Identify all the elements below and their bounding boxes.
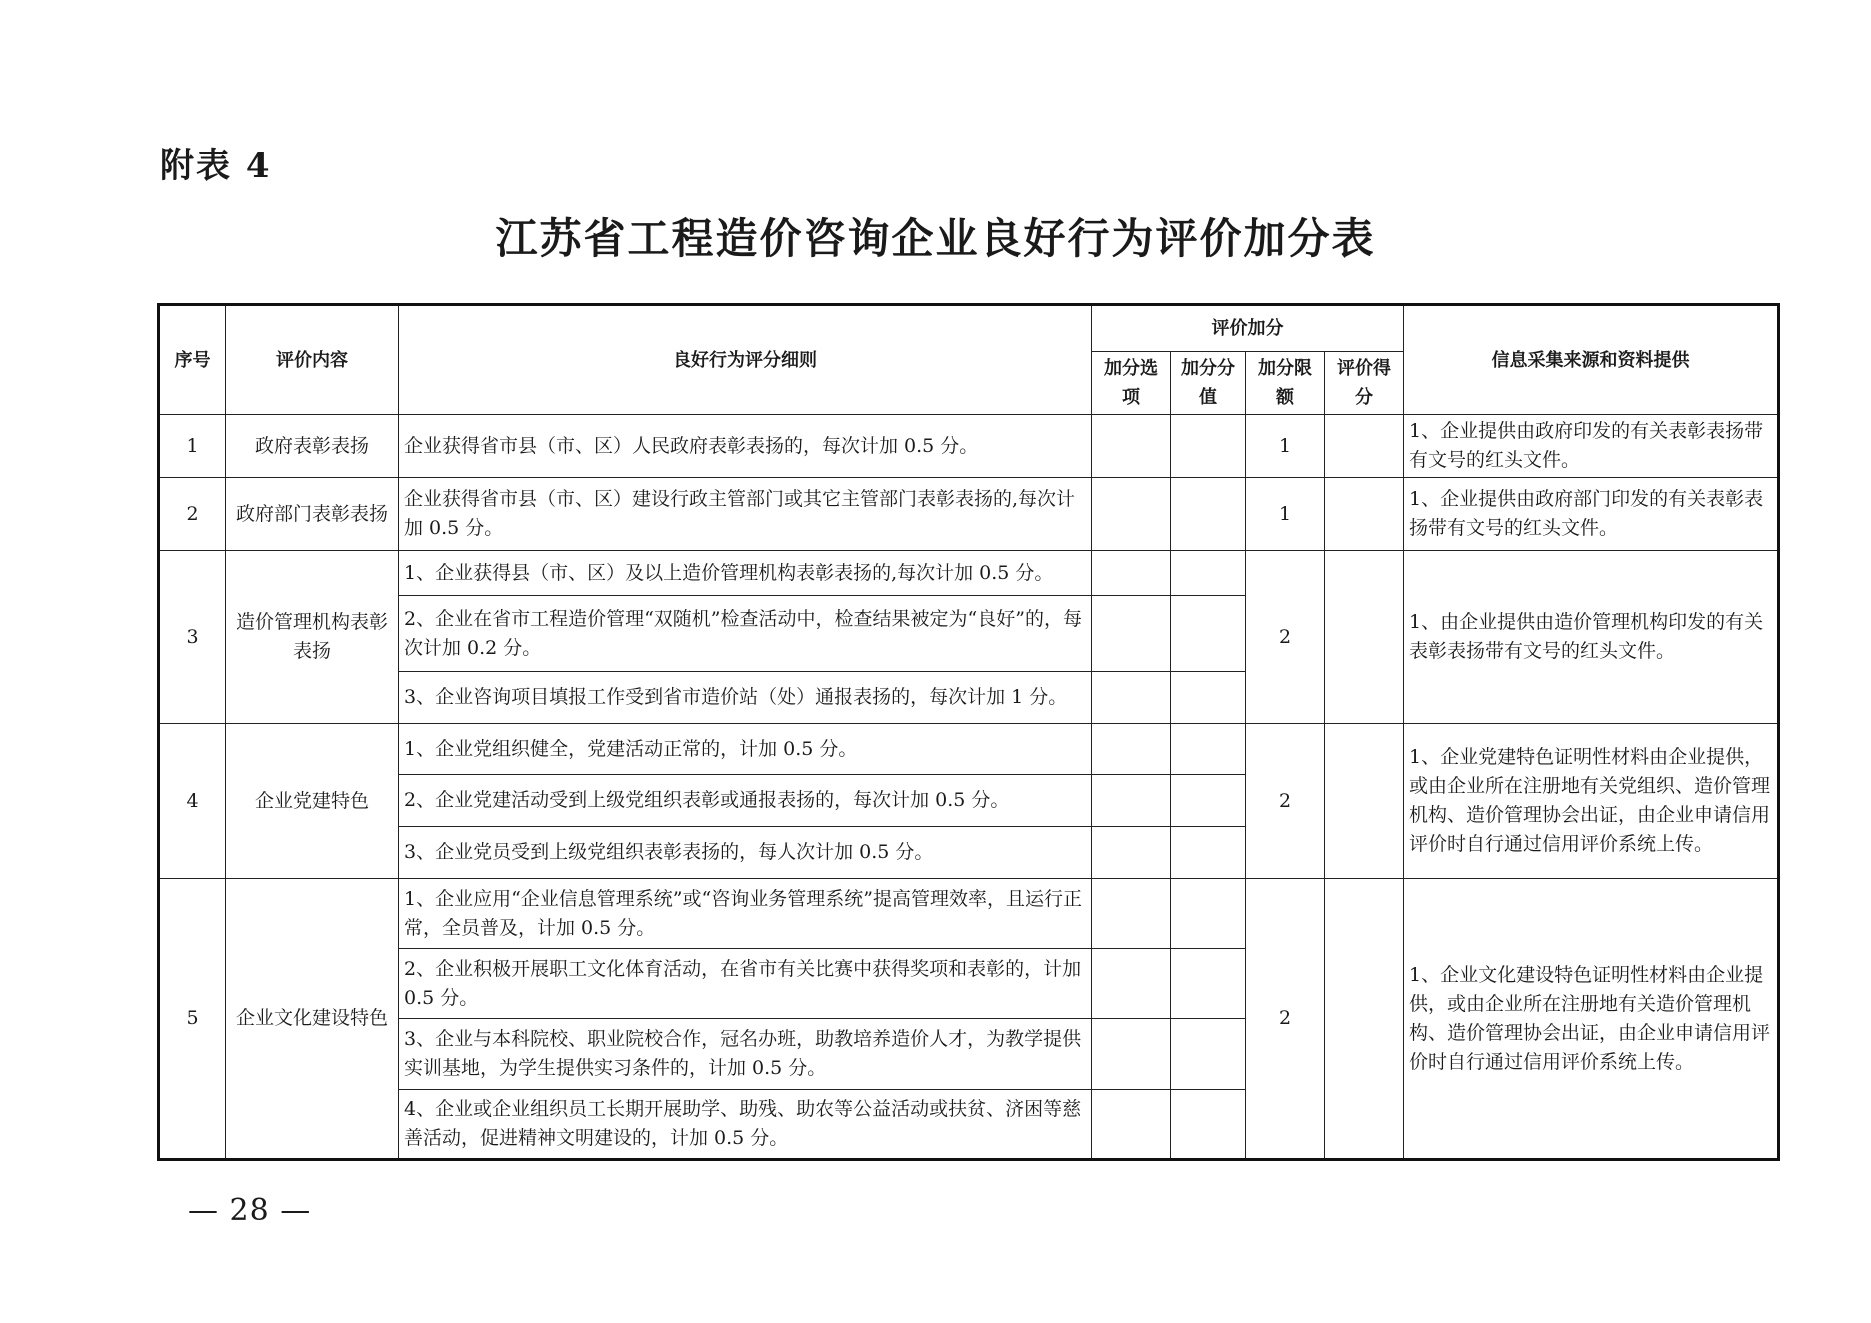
bonus-limit-cell: 2	[1246, 551, 1325, 724]
appendix-label: 附表 4	[160, 146, 272, 186]
row-source: 1、企业提供由政府部门印发的有关表彰表扬带有文号的红头文件。	[1404, 478, 1779, 551]
table-row	[159, 879, 1779, 949]
bonus-option-cell	[1092, 775, 1171, 827]
header-rules: 良好行为评分细则	[399, 305, 1092, 415]
bonus-value-cell	[1171, 879, 1246, 949]
header-content: 评价内容	[226, 305, 399, 415]
bonus-option-cell	[1092, 879, 1171, 949]
bonus-option-cell	[1092, 596, 1171, 672]
bonus-value-cell	[1171, 672, 1246, 724]
bonus-option-cell	[1092, 478, 1171, 551]
bonus-option-cell	[1092, 724, 1171, 775]
row-seq: 5	[159, 879, 226, 1160]
bonus-option-cell	[1092, 551, 1171, 596]
row-source: 1、企业文化建设特色证明性材料由企业提供，或由企业所在注册地有关造价管理机构、造价管理协会出证，由企业申请信用评价时自行通过信用评价系统上传。	[1404, 879, 1779, 1160]
table-row	[159, 478, 1779, 551]
row-seq: 4	[159, 724, 226, 879]
bonus-option-cell	[1092, 827, 1171, 879]
score-cell	[1325, 724, 1404, 879]
header-bonus-value: 加分分值	[1171, 352, 1246, 415]
evaluation-table	[157, 303, 1780, 1161]
bonus-value-cell	[1171, 415, 1246, 478]
row-rule: 企业获得省市县（市、区）人民政府表彰表扬的，每次计加 0.5 分。	[399, 415, 1092, 478]
row-content: 企业党建特色	[226, 724, 399, 879]
bonus-option-cell	[1092, 1090, 1171, 1160]
header-seq: 序号	[159, 305, 226, 415]
score-cell	[1325, 879, 1404, 1160]
document-title: 江苏省工程造价咨询企业良好行为评价加分表	[495, 214, 1376, 263]
header-score: 评价得分	[1325, 352, 1404, 415]
bonus-value-cell	[1171, 478, 1246, 551]
row-rule: 2、企业党建活动受到上级党组织表彰或通报表扬的，每次计加 0.5 分。	[399, 775, 1092, 827]
row-rule: 1、企业党组织健全，党建活动正常的，计加 0.5 分。	[399, 724, 1092, 775]
row-seq: 3	[159, 551, 226, 724]
header-bonus-option: 加分选项	[1092, 352, 1171, 415]
bonus-value-cell	[1171, 1090, 1246, 1160]
row-rule: 2、企业积极开展职工文化体育活动，在省市有关比赛中获得奖项和表彰的，计加 0.5 分。	[399, 949, 1092, 1019]
bonus-value-cell	[1171, 551, 1246, 596]
score-cell	[1325, 551, 1404, 724]
bonus-option-cell	[1092, 949, 1171, 1019]
header-bonus-limit: 加分限额	[1246, 352, 1325, 415]
bonus-value-cell	[1171, 724, 1246, 775]
bonus-limit-cell: 2	[1246, 879, 1325, 1160]
bonus-option-cell	[1092, 415, 1171, 478]
page-number: — 28 —	[188, 1193, 312, 1228]
row-content: 政府表彰表扬	[226, 415, 399, 478]
row-rule: 3、企业与本科院校、职业院校合作，冠名办班，助教培养造价人才，为教学提供实训基地，为学生提供实习条件的，计加 0.5 分。	[399, 1019, 1092, 1090]
row-rule: 企业获得省市县（市、区）建设行政主管部门或其它主管部门表彰表扬的,每次计加 0.5 分。	[399, 478, 1092, 551]
bonus-option-cell	[1092, 1019, 1171, 1090]
row-rule: 3、企业咨询项目填报工作受到省市造价站（处）通报表扬的，每次计加 1 分。	[399, 672, 1092, 724]
table-row	[159, 551, 1779, 596]
header-bonus-group: 评价加分	[1092, 305, 1404, 352]
bonus-value-cell	[1171, 827, 1246, 879]
row-rule: 4、企业或企业组织员工长期开展助学、助残、助农等公益活动或扶贫、济困等慈善活动，促进精神文明建设的，计加 0.5 分。	[399, 1090, 1092, 1160]
score-cell	[1325, 478, 1404, 551]
row-source: 1、由企业提供由造价管理机构印发的有关表彰表扬带有文号的红头文件。	[1404, 551, 1779, 724]
row-rule: 1、企业应用“企业信息管理系统”或“咨询业务管理系统”提高管理效率，且运行正常，全员普及，计加 0.5 分。	[399, 879, 1092, 949]
bonus-value-cell	[1171, 596, 1246, 672]
row-rule: 1、企业获得县（市、区）及以上造价管理机构表彰表扬的,每次计加 0.5 分。	[399, 551, 1092, 596]
row-content: 企业文化建设特色	[226, 879, 399, 1160]
row-content: 政府部门表彰表扬	[226, 478, 399, 551]
bonus-option-cell	[1092, 672, 1171, 724]
score-cell	[1325, 415, 1404, 478]
header-source: 信息采集来源和资料提供	[1404, 305, 1779, 415]
bonus-limit-cell: 1	[1246, 478, 1325, 551]
bonus-limit-cell: 1	[1246, 415, 1325, 478]
bonus-value-cell	[1171, 1019, 1246, 1090]
row-rule: 2、企业在省市工程造价管理“双随机”检查活动中，检查结果被定为“良好”的，每次计加 0.2 分。	[399, 596, 1092, 672]
row-source: 1、企业提供由政府印发的有关表彰表扬带有文号的红头文件。	[1404, 415, 1779, 478]
bonus-limit-cell: 2	[1246, 724, 1325, 879]
table-row	[159, 724, 1779, 775]
row-rule: 3、企业党员受到上级党组织表彰表扬的，每人次计加 0.5 分。	[399, 827, 1092, 879]
table-row	[159, 415, 1779, 478]
row-seq: 1	[159, 415, 226, 478]
bonus-value-cell	[1171, 775, 1246, 827]
row-source: 1、企业党建特色证明性材料由企业提供，或由企业所在注册地有关党组织、造价管理机构、造价管理协会出证，由企业申请信用评价时自行通过信用评价系统上传。	[1404, 724, 1779, 879]
row-seq: 2	[159, 478, 226, 551]
row-content: 造价管理机构表彰表扬	[226, 551, 399, 724]
bonus-value-cell	[1171, 949, 1246, 1019]
